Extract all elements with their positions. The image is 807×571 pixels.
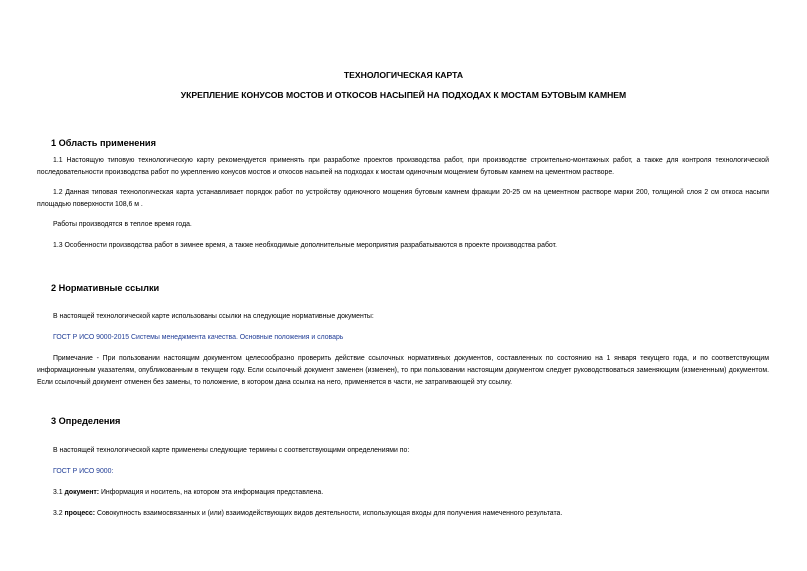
definition-3-1-number: 3.1 [53,489,63,496]
section-2-intro: В настоящей технологической карте использованы ссылки на следующие нормативные документы: [53,313,374,320]
definition-3-1 [37,487,769,499]
definition-3-2-number: 3.2 [53,510,63,517]
definition-3-2-text: Совокупность взаимосвязанных и (или) взаимодействующих видов деятельности, использующая входы для получения намеченного результата. [96,510,563,517]
document-subtitle: УКРЕПЛЕНИЕ КОНУСОВ МОСТОВ И ОТКОСОВ НАСЫПЕЙ НА ПОДХОДАХ К МОСТАМ БУТОВЫМ КАМНЕМ [180,90,627,100]
document-title: ТЕХНОЛОГИЧЕСКАЯ КАРТА [343,70,464,80]
definition-3-2 [37,508,769,520]
paragraph-warm-season: Работы производятся в теплое время года. [53,221,192,228]
section-1-heading: 1 Область применения [51,138,156,148]
paragraph-1-1: 1.1 Настоящую типовую технологическую карту рекомендуется применять при разработке проектов производства работ, при производстве строительно-монтажных работ, а также для контроля технологической последовательности производства работ по укреплению конусов мостов и откосов насыпей на подходах к мостам одиночным мощением бутовым камнем на цементном растворе. [37,157,769,176]
section-2-note: Примечание - При пользовании настоящим документом целесообразно проверить действие ссылочных нормативных документов, составленных по состоянию на 1 января текущего года, и по соответствующим информационным указателям, опубликованным в текущем году. Если ссылочный документ заменен (изменен), то при пользовании настоящим документом следует руководствоваться заменяющим (измененным) документом. Если ссылочный документ отменен без замены, то положение, в котором дана ссылка на него, применяется в части, не затрагивающей эту ссылку. [37,355,769,386]
gost-iso-9000-link[interactable]: ГОСТ Р ИСО 9000: [53,468,114,475]
section-3-intro: В настоящей технологической карте применены следующие термины с соответствующими определениями по: [53,447,410,454]
paragraph-1-3: 1.3 Особенности производства работ в зимнее время, а также необходимые дополнительные мероприятия разрабатываются в проекте производства работ. [53,242,557,249]
paragraph-1-2: 1.2 Данная типовая технологическая карта устанавливает порядок работ по устройству одиночного мощения бутовым камнем фракции 20-25 см на цементном растворе марки 200, толщиной слоя 2 см откоса насыпи площадью поверхности 108,6 м . [37,189,769,208]
section-2-heading: 2 Нормативные ссылки [51,283,160,293]
gost-iso-9000-2015-link[interactable]: ГОСТ Р ИСО 9000-2015 Системы менеджмента качества. Основные положения и словарь [53,334,344,341]
definition-3-1-term: документ: [64,489,100,496]
section-3-heading: 3 Определения [51,416,121,426]
definition-3-1-text: Информация и носитель, на котором эта информация представлена. [100,489,324,496]
definition-3-2-term: процесс: [64,510,96,517]
